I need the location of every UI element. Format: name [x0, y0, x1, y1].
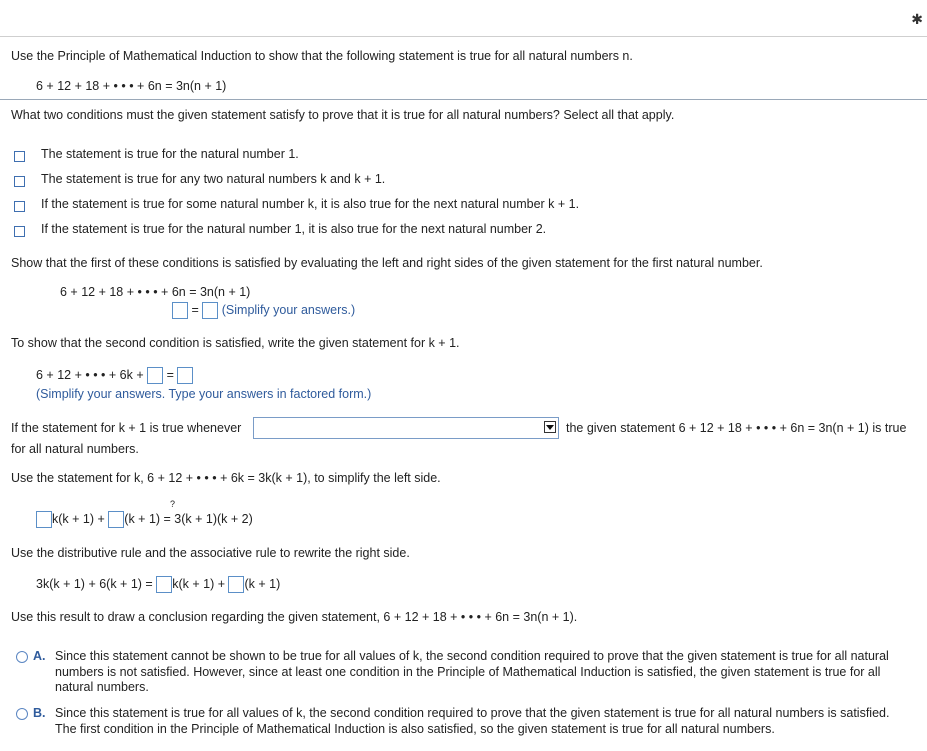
step1-instruction: Show that the first of these conditions is satisfied by evaluating the left and right sides of the given statement for the first natural number.: [11, 256, 763, 270]
pin-icon[interactable]: ✱: [911, 11, 923, 27]
step4-part2: (k + 1) = 3(k + 1)(k + 2): [124, 511, 253, 526]
checkbox-label-4: If the statement is true for the natural number 1, it is also true for the next natural number 2.: [41, 222, 547, 236]
step5-prefix: 3k(k + 1) + 6(k + 1) =: [36, 576, 153, 591]
step4-input-2[interactable]: [108, 511, 124, 528]
step1-answer-row: [172, 302, 355, 319]
step5-input-2[interactable]: [228, 576, 244, 593]
option-a-letter: A.: [33, 649, 46, 663]
checkbox-option-1[interactable]: [14, 151, 25, 162]
top-divider: [0, 36, 927, 37]
step2-right-input[interactable]: [177, 367, 193, 384]
checkbox-label-1: The statement is true for the natural number 1.: [41, 147, 299, 161]
step3-left-text: If the statement for k + 1 is true whenever: [11, 421, 242, 435]
checkbox-option-4[interactable]: [14, 226, 25, 237]
checkbox-option-2[interactable]: [14, 176, 25, 187]
section-divider: [0, 99, 927, 100]
checkbox-label-2: The statement is true for any two natural numbers k and k + 1.: [41, 172, 386, 186]
step4-instruction: Use the statement for k, 6 + 12 + • • • + 6k = 3k(k + 1), to simplify the left side.: [11, 471, 441, 485]
step1-hint: (Simplify your answers.): [221, 302, 356, 317]
radio-option-b[interactable]: [16, 708, 28, 720]
step4-input-1[interactable]: [36, 511, 52, 528]
statement-text: 6 + 12 + 18 + • • • + 6n = 3n(n + 1): [36, 79, 227, 93]
question-text: What two conditions must the given statement satisfy to prove that it is true for all natural numbers? Select all that apply.: [11, 108, 675, 122]
step4-part1: k(k + 1) +: [52, 511, 105, 526]
step2-equation-row: [36, 367, 193, 384]
step2-prefix: 6 + 12 + • • • + 6k +: [36, 367, 144, 382]
intro-text: Use the Principle of Mathematical Induction to show that the following statement is true for all natural numbers n.: [11, 49, 633, 63]
step1-left-input[interactable]: [172, 302, 188, 319]
step5-part1: k(k + 1) +: [172, 576, 225, 591]
step1-statement: 6 + 12 + 18 + • • • + 6n = 3n(n + 1): [60, 285, 251, 299]
option-b-letter: B.: [33, 706, 46, 720]
checkbox-option-3[interactable]: [14, 201, 25, 212]
option-b-text: Since this statement is true for all values of k, the second condition required to prove that the given statement is true for all natural numbers is satisfied. The first condition in the Principle of Mathematical Induction is also satisfied, so the given statement is true for all natural numbers.: [55, 706, 890, 736]
step2-hint: (Simplify your answers. Type your answers in factored form.): [36, 387, 372, 401]
step1-equals: =: [191, 302, 199, 317]
radio-option-a[interactable]: [16, 651, 28, 663]
option-a-text: Since this statement cannot be shown to be true for all values of k, the second condition required to prove that the given statement is true for all natural numbers is not satisfied. However, since at least one condition in the Principle of Mathematical Induction is satisfied, the given statement is true for all natural numbers.: [55, 649, 889, 694]
step2-left-input[interactable]: [147, 367, 163, 384]
step4-question-mark: ?: [170, 499, 176, 509]
step5-part2: (k + 1): [244, 576, 281, 591]
step5-input-1[interactable]: [156, 576, 172, 593]
step2-instruction: To show that the second condition is satisfied, write the given statement for k + 1.: [11, 336, 460, 350]
step3-right-text: the given statement 6 + 12 + 18 + • • • + 6n = 3n(n + 1) is true: [566, 421, 907, 435]
step5-equation-row: [36, 576, 280, 593]
step3-continuation: for all natural numbers.: [11, 442, 139, 456]
chevron-down-icon: [544, 421, 556, 433]
step4-equation-row: [36, 511, 253, 528]
checkbox-label-3: If the statement is true for some natural number k, it is also true for the next natural number k + 1.: [41, 197, 580, 211]
step2-equals: =: [166, 367, 174, 382]
step6-instruction: Use this result to draw a conclusion regarding the given statement, 6 + 12 + 18 + • • • + 6n = 3n(n + 1).: [11, 610, 578, 624]
step5-instruction: Use the distributive rule and the associative rule to rewrite the right side.: [11, 546, 410, 560]
condition-dropdown[interactable]: [253, 417, 559, 439]
step1-right-input[interactable]: [202, 302, 218, 319]
